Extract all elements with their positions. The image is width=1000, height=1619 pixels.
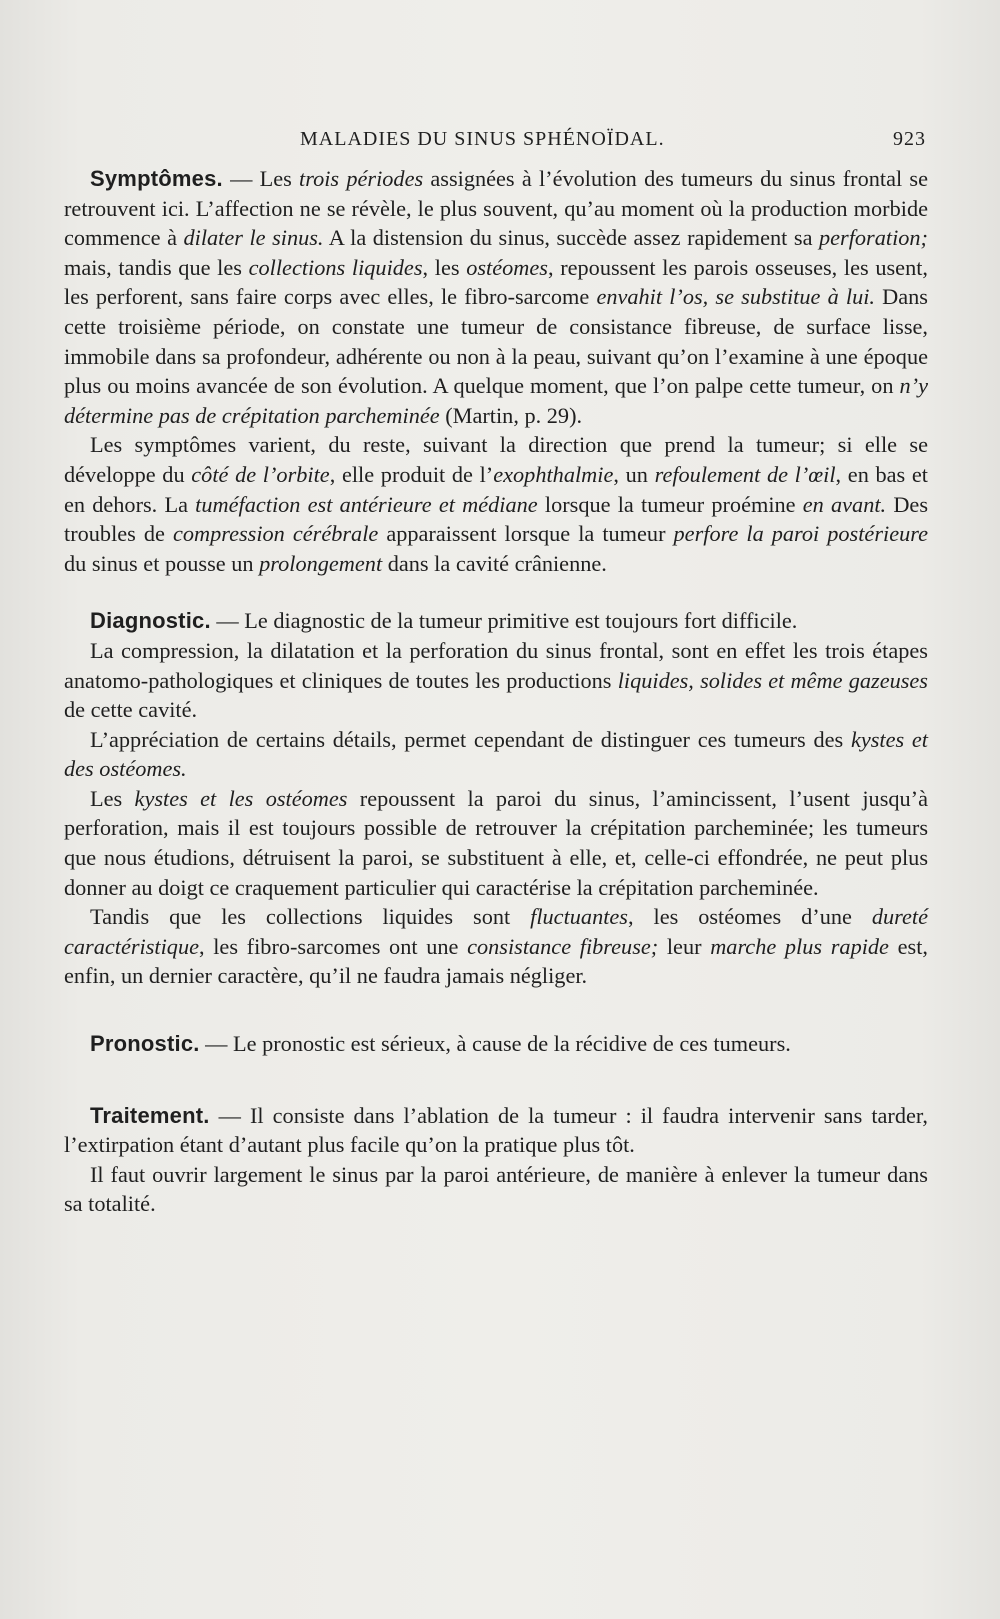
page-number: 923 <box>893 128 926 150</box>
text-run: L’appréciation de certains détails, permet cependant de distinguer ces tumeurs des <box>90 726 851 752</box>
running-title: MALADIES DU SINUS SPHÉNOÏDAL. <box>300 128 665 150</box>
text-run: , repoussent les parois osseuses, les usent, les perforent, sans faire corps avec elles, le fibro-sarcome <box>64 254 928 310</box>
diagnostic-paragraph-1 <box>64 606 928 636</box>
text-run: — Le diagnostic de la tumeur primitive est toujours fort difficile. <box>210 608 798 634</box>
italic-run: tuméfaction est antérieure et médiane <box>195 491 538 517</box>
diagnostic-paragraph-4 <box>64 784 928 902</box>
text-run: mais, tandis que les <box>64 254 249 280</box>
section-heading-traitement: Traitement. <box>90 1102 210 1128</box>
traitement-paragraph-2 <box>64 1160 928 1219</box>
section-heading-symptomes: Symptômes. <box>90 166 223 191</box>
text-run: — Le pronostic est sérieux, à cause de la récidive de ces tumeurs. <box>199 1031 791 1057</box>
italic-run: marche plus rapide <box>710 933 889 959</box>
page-body <box>64 164 928 1219</box>
italic-run: kystes et les ostéomes <box>134 785 348 811</box>
italic-run: refoulement de l’œil <box>654 461 836 487</box>
running-header <box>64 128 926 158</box>
text-run: Les symptômes varient, du reste, suivant la direction que prend la tumeur; si elle se développe du <box>64 432 928 487</box>
italic-run: liquides, solides et même gazeuses <box>617 667 928 693</box>
text-run: Les <box>90 785 135 811</box>
text-run: repoussent la paroi du sinus, l’amincissent, l’usent jusqu’à perforation, mais il est toujours possible de retrouver la crépitation parcheminée; les tumeurs que nous étudions, détruisent la paroi, se substituent à elle, et, celle-ci effondrée, ne peut plus donner au doigt ce craquement particulier qui caractérise la crépitation parcheminée. <box>64 785 928 900</box>
text-run: La compression, la dilatation et la perforation du sinus frontal, sont en effet les trois étapes anatomo-pathologiques et cliniques de toutes les productions <box>64 637 928 693</box>
italic-run: envahit l’os, se substitue à lui. <box>596 284 875 310</box>
symptomes-paragraph-2 <box>64 430 928 578</box>
text-run: — Il consiste dans l’ablation de la tumeur : il faudra intervenir sans tarder, l’extirpation étant d’autant plus facile qu’on la pratique plus tôt. <box>64 1102 928 1158</box>
italic-run: compression cérébrale <box>172 521 379 547</box>
text-run: assignées à l’évolution des tumeurs du sinus frontal se retrouvent ici. L’affection ne se révèle, le plus souvent, qu’au moment où la production morbide commence à <box>64 166 928 251</box>
italic-run: dilater le sinus. <box>183 225 324 251</box>
text-run: Des troubles de <box>64 491 928 547</box>
diagnostic-paragraph-2 <box>64 636 928 725</box>
text-run: , en bas et en dehors. La <box>64 461 929 517</box>
text-run: (Martin, p. 29). <box>439 402 583 428</box>
italic-run: consistance fibreuse; <box>467 933 659 959</box>
italic-run: ostéomes <box>466 254 548 280</box>
text-run: apparaissent lorsque la tumeur <box>378 521 674 547</box>
italic-run: exophthalmie <box>493 461 614 487</box>
text-run: A la distension du sinus, succède assez rapidement sa <box>323 225 819 251</box>
text-run: — Les <box>222 166 300 191</box>
text-run: Il faut ouvrir largement le sinus par la paroi antérieure, de manière à enlever la tumeur dans sa totalité. <box>64 1161 928 1217</box>
italic-run: trois périodes <box>299 166 424 191</box>
text-run: dans la cavité crânienne. <box>382 550 607 576</box>
text-run: , elle produit de l’ <box>329 461 494 487</box>
italic-run: dureté caractéristique <box>64 904 929 959</box>
text-run: , les <box>422 254 467 280</box>
italic-run: fluctuantes <box>530 904 628 930</box>
text-run: leur <box>658 933 711 959</box>
italic-run: prolongement <box>259 550 383 576</box>
text-run: Dans cette troisième période, on constate une tumeur de consistance fibreuse, de surface lisse, immobile dans sa profondeur, adhérente ou non à la peau, suivant qu’on l’examine à une époque plus ou moins avancée de son évolution. A quelque moment, que l’on palpe cette tumeur, on <box>64 284 928 399</box>
text-run: est, enfin, un dernier caractère, qu’il ne faudra jamais négliger. <box>64 933 928 989</box>
text-run: Tandis que les collections liquides sont <box>90 904 531 930</box>
italic-run: côté de l’orbite <box>191 461 330 487</box>
text-run: , les fibro-sarcomes ont une <box>199 933 468 959</box>
italic-run: n’y détermine pas de crépitation parcheminée <box>64 373 928 428</box>
text-run: , un <box>613 461 655 487</box>
traitement-paragraph-1 <box>64 1101 928 1160</box>
italic-run: collections liquides <box>248 254 423 280</box>
section-heading-diagnostic: Diagnostic. <box>90 608 211 634</box>
text-run: lorsque la tumeur proémine <box>537 491 803 517</box>
text-run: du sinus et pousse un <box>64 550 260 576</box>
italic-run: en avant. <box>802 491 887 517</box>
italic-run: kystes et des ostéomes. <box>64 726 929 782</box>
italic-run: perfore la paroi postérieure <box>673 521 928 547</box>
diagnostic-paragraph-3 <box>64 725 928 784</box>
pronostic-paragraph-1 <box>64 1029 928 1059</box>
diagnostic-paragraph-5 <box>64 902 928 991</box>
symptomes-paragraph-1 <box>64 164 928 430</box>
text-run: , les ostéomes d’une <box>627 904 872 930</box>
italic-run: perforation; <box>818 225 928 251</box>
section-heading-pronostic: Pronostic. <box>90 1031 200 1057</box>
text-run: de cette cavité. <box>64 697 198 723</box>
